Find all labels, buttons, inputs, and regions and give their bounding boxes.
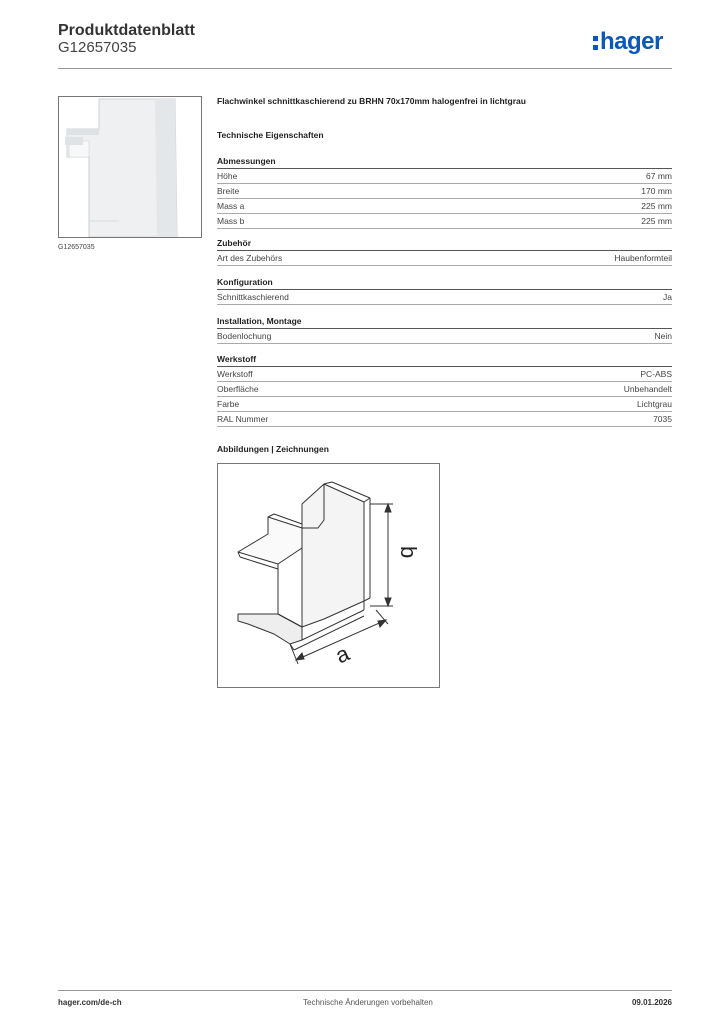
spec-value: Haubenformteil [614,253,672,263]
spec-value: 7035 [653,414,672,424]
spec-label: Oberfläche [217,384,259,394]
product-image [58,96,202,238]
group-heading: Zubehör [217,237,672,251]
group-heading: Abmessungen [217,155,672,169]
group-heading: Installation, Montage [217,315,672,329]
logo-colon-icon [593,28,598,56]
hager-logo [593,28,663,56]
technical-drawing [217,463,440,688]
footer-note: Technische Änderungen vorbehalten [303,998,433,1007]
specs-title: Technische Eigenschaften [217,130,324,140]
spec-label: Art des Zubehörs [217,253,283,263]
spec-group-zubehoer [217,237,672,266]
product-number: G12657035 [58,39,137,56]
spec-value: Unbehandelt [623,384,672,394]
spec-label: Mass b [217,216,245,226]
spec-value: 67 mm [646,171,672,181]
spec-value: Nein [654,331,672,341]
spec-label: Schnittkaschierend [217,292,289,302]
image-caption: G12657035 [58,244,95,251]
footer-date: 09.01.2026 [631,998,672,1007]
spec-row [217,169,672,184]
spec-row [217,397,672,412]
spec-value: 225 mm [641,216,672,226]
spec-value: PC-ABS [640,369,672,379]
group-heading: Konfiguration [217,276,672,290]
spec-row [217,251,672,266]
flat-angle-product-icon [59,97,201,237]
spec-label: Breite [217,186,240,196]
spec-label: Werkstoff [217,369,253,379]
spec-group-abmessungen [217,155,672,229]
spec-label: Mass a [217,201,245,211]
spec-row [217,184,672,199]
dimension-b-label: b [396,546,421,559]
footer-divider [58,990,672,991]
flat-angle-drawing-icon [218,464,439,687]
spec-value: 225 mm [641,201,672,211]
group-heading: Werkstoff [217,353,672,367]
spec-group-werkstoff [217,353,672,427]
spec-row [217,367,672,382]
spec-row [217,290,672,305]
spec-row [217,329,672,344]
spec-value: Lichtgrau [637,399,672,409]
product-description: Flachwinkel schnittkaschierend zu BRHN 70x170mm halogenfrei in lichtgrau [217,96,526,106]
page-title: Produktdatenblatt [58,22,195,39]
spec-group-installation [217,315,672,344]
footer-website-link[interactable]: hager.com/de-ch [58,998,122,1007]
spec-row [217,412,672,427]
spec-group-konfiguration [217,276,672,305]
dimension-a-label: a [331,640,353,669]
drawings-title: Abbildungen | Zeichnungen [217,444,329,454]
spec-label: Höhe [217,171,238,181]
spec-label: Bodenlochung [217,331,272,341]
spec-row [217,382,672,397]
header-divider [58,68,672,69]
logo-text: hager [600,28,663,55]
spec-label: Farbe [217,399,240,409]
spec-row [217,199,672,214]
spec-value: 170 mm [641,186,672,196]
spec-row [217,214,672,229]
spec-value: Ja [663,292,672,302]
spec-label: RAL Nummer [217,414,269,424]
